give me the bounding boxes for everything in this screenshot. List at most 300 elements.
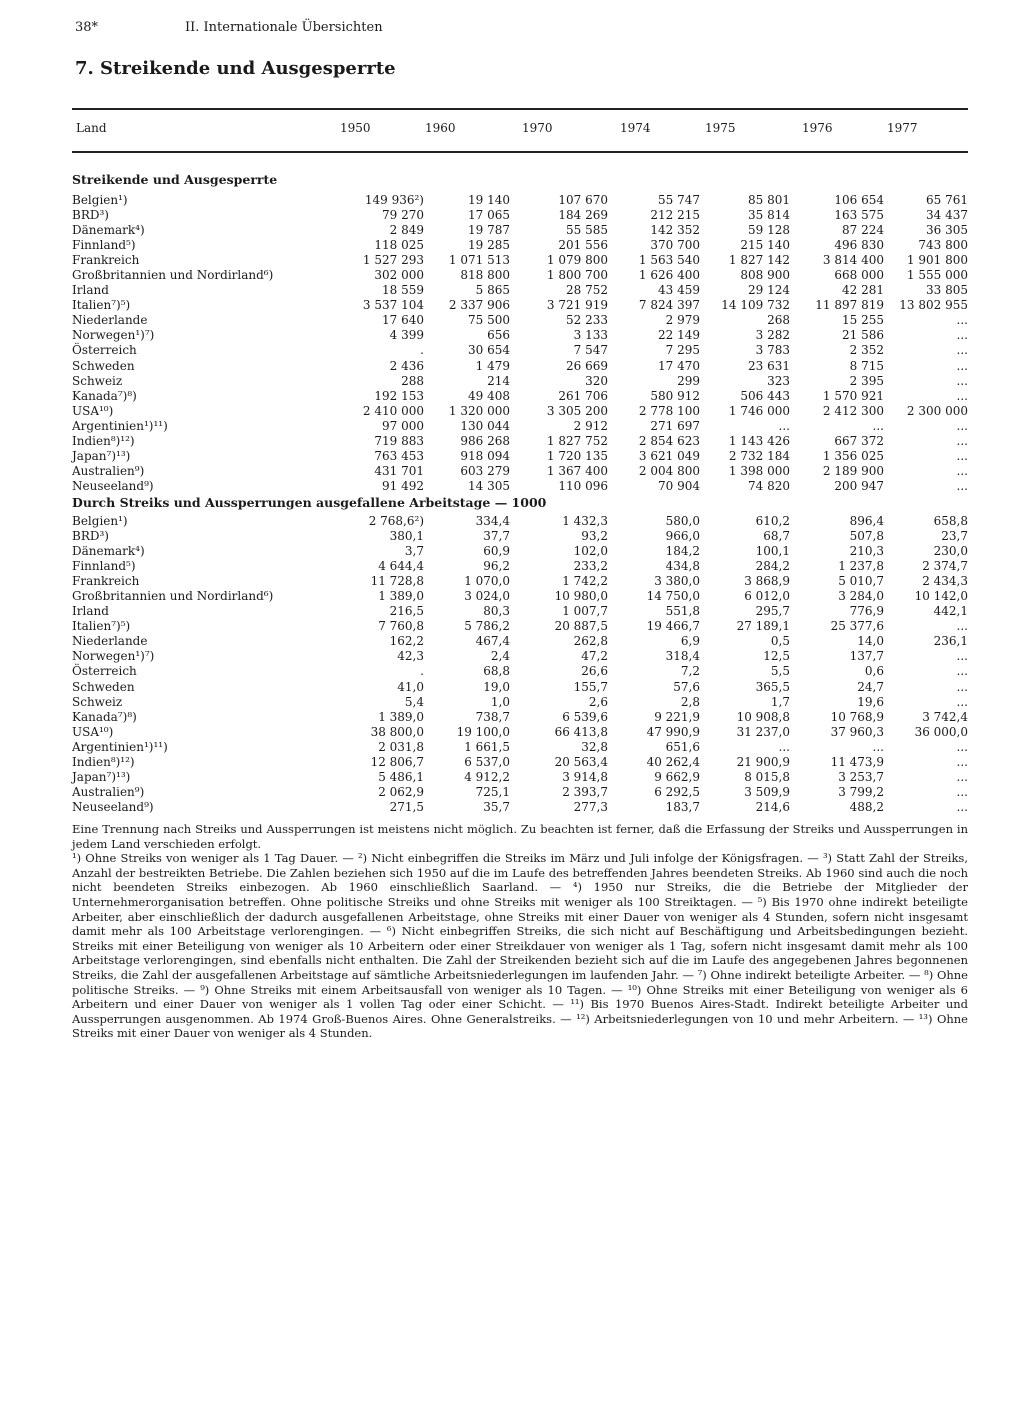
value-cell-1977: 10 142,0 xyxy=(914,589,968,604)
country-cell: Neuseeland⁹) xyxy=(72,799,154,814)
value-cell-1974: 966,0 xyxy=(665,529,700,544)
table-row xyxy=(72,800,968,815)
value-cell-1974: 2 004 800 xyxy=(638,463,700,478)
value-cell-1974: 19 466,7 xyxy=(646,619,700,634)
value-cell-1977: ... xyxy=(956,373,968,388)
value-cell-1977: 34 437 xyxy=(926,208,968,223)
value-cell-1975: 85 801 xyxy=(748,193,790,208)
value-cell-1976: 2 189 900 xyxy=(822,463,884,478)
value-cell-1977: ... xyxy=(956,754,968,769)
country-cell: Frankreich xyxy=(72,574,140,589)
country-cell: Finnland⁵) xyxy=(72,559,136,574)
value-cell-1970: 6 539,6 xyxy=(562,709,608,724)
value-cell-1960: 918 094 xyxy=(460,448,510,463)
notes-footnotes: ¹) Ohne Streiks von weniger als 1 Tag Dauer. — ²) Nicht einbegriffen die Streiks im März und Juli infolge der Königsfragen. — ³) Statt Zahl der Streiks, Anzahl der bestreikten Betriebe. Die Zahlen beziehen sich 1950 auf die im Laufe des betreffenden Jahres beendeten Streiks. Ab 1960 sind auch die noch nicht beendeten Streiks einbezogen. Ab 1960 einschließlich Saarland. — ⁴) 1950 nur Streiks, die die Betriebe der Mitglieder der Unternehmerorganisation betreffen. Ohne politische Streiks und ohne Streiks mit weniger als 100 Streiktagen. — ⁵) Bis 1970 ohne indirekt beteiligte Arbeiter, aber einschließlich der dadurch ausgefallenen Arbeitstage, ohne Streiks mit einer Dauer von weniger als 4 Stunden, sofern nicht insgesamt damit mehr als 100 Arbeitstage verlorengingen. — ⁶) Nicht einbegriffen Streiks, die sich nicht auf Beschäftigung und Arbeitsbedingungen bezieht. Streiks mit einer Beteiligung von weniger als 10 Arbeitern oder einer Streikdauer von weniger als 1 Tag, sofern nicht insgesamt damit mehr als 100 Arbeitstage verlorengingen, sind ebenfalls nicht enthalten. Die Zahl der Streikenden bezieht sich auf die im Laufe des angegebenen Jahres begonnenen Streiks, die Zahl der ausgefallenen Arbeitstage auf sämtliche Arbeitsniederlegungen im laufenden Jahr. — ⁷) Ohne indirekt beteiligte Arbeiter. — ⁸) Ohne politische Streiks. — ⁹) Ohne Streiks mit einem Arbeitsausfall von weniger als 10 Tagen. — ¹⁰) Ohne Streiks mit einer Beteiligung von weniger als 6 Arbeitern und einer Dauer von weniger als 1 vollen Tag oder einer Schicht. — ¹¹) Bis 1970 Buenos Aires-Stadt. Indirekt beteiligte Arbeiter und Aussperrungen ausgenommen. Ab 1974 Groß-Buenos Aires. Ohne Generalstreiks. — ¹²) Arbeitsniederlegungen von 10 und mehr Arbeitern. — ¹³) Ohne Streiks mit einer Dauer von weniger als 4 Stunden. xyxy=(72,851,968,1041)
value-cell-1977: 236,1 xyxy=(933,634,968,649)
value-cell-1976: 2 412 300 xyxy=(822,403,884,418)
table-row xyxy=(72,374,968,389)
value-cell-1970: 2,6 xyxy=(588,694,608,709)
value-cell-1977: ... xyxy=(956,358,968,373)
value-cell-1976: 25 377,6 xyxy=(830,619,884,634)
country-cell: Belgien¹) xyxy=(72,193,128,208)
value-cell-1974: 9 221,9 xyxy=(654,709,700,724)
value-cell-1950: 216,5 xyxy=(389,604,424,619)
table-title: 7. Streikende und Ausgesperrte xyxy=(75,58,396,79)
value-cell-1950: 18 559 xyxy=(382,283,424,298)
value-cell-1975: 365,5 xyxy=(755,679,790,694)
value-cell-1960: 334,4 xyxy=(475,514,510,529)
value-cell-1975: ... xyxy=(778,418,790,433)
table-row xyxy=(72,634,968,649)
value-cell-1974: 580,0 xyxy=(665,514,700,529)
value-cell-1974: 580 912 xyxy=(650,388,700,403)
value-cell-1960: 17 065 xyxy=(468,208,510,223)
value-cell-1974: 47 990,9 xyxy=(646,724,700,739)
table-row xyxy=(72,619,968,634)
value-cell-1950: 3 537 104 xyxy=(362,298,424,313)
value-cell-1975: ... xyxy=(778,739,790,754)
value-cell-1960: 19 140 xyxy=(468,193,510,208)
country-cell: Japan⁷)¹³) xyxy=(72,769,131,784)
country-cell: Österreich xyxy=(72,664,137,679)
table-row xyxy=(72,404,968,419)
table-row xyxy=(72,419,968,434)
value-cell-1975: 284,2 xyxy=(755,559,790,574)
table-row xyxy=(72,253,968,268)
value-cell-1960: 725,1 xyxy=(475,784,510,799)
value-cell-1974: 22 149 xyxy=(658,328,700,343)
value-cell-1960: 1 070,0 xyxy=(464,574,510,589)
value-cell-1950: 149 936²) xyxy=(364,193,424,208)
value-cell-1977: 1 555 000 xyxy=(906,268,968,283)
value-cell-1970: 277,3 xyxy=(573,799,608,814)
value-cell-1974: 70 904 xyxy=(658,478,700,493)
section-title-streikende: Streikende und Ausgesperrte xyxy=(72,172,278,187)
value-cell-1975: 12,5 xyxy=(763,649,790,664)
value-cell-1974: 1 563 540 xyxy=(638,253,700,268)
table-row xyxy=(72,710,968,725)
value-cell-1970: 102,0 xyxy=(573,544,608,559)
value-cell-1960: 6 537,0 xyxy=(464,754,510,769)
value-cell-1977: 2 300 000 xyxy=(906,403,968,418)
table-row xyxy=(72,389,968,404)
value-cell-1970: 1 720 135 xyxy=(546,448,608,463)
value-cell-1950: 42,3 xyxy=(397,649,424,664)
table-row xyxy=(72,649,968,664)
value-cell-1960: 1 479 xyxy=(475,358,510,373)
value-cell-1975: 74 820 xyxy=(748,478,790,493)
value-cell-1975: 268 xyxy=(767,313,790,328)
value-cell-1974: 3 380,0 xyxy=(654,574,700,589)
value-cell-1960: 19 787 xyxy=(468,223,510,238)
value-cell-1975: 100,1 xyxy=(755,544,790,559)
table-row xyxy=(72,193,968,208)
value-cell-1970: 1 742,2 xyxy=(562,574,608,589)
country-cell: Dänemark⁴) xyxy=(72,544,145,559)
value-cell-1974: 183,7 xyxy=(665,799,700,814)
value-cell-1977: ... xyxy=(956,664,968,679)
value-cell-1960: 1 071 513 xyxy=(448,253,510,268)
value-cell-1950: 4 644,4 xyxy=(378,559,424,574)
country-cell: Großbritannien und Nordirland⁶) xyxy=(72,589,274,604)
country-cell: Großbritannien und Nordirland⁶) xyxy=(72,268,274,283)
header-rule xyxy=(72,151,968,153)
value-cell-1975: 215 140 xyxy=(740,238,790,253)
value-cell-1975: 6 012,0 xyxy=(744,589,790,604)
value-cell-1975: 1 827 142 xyxy=(728,253,790,268)
value-cell-1974: 2 778 100 xyxy=(638,403,700,418)
value-cell-1976: 2 395 xyxy=(849,373,884,388)
value-cell-1960: 738,7 xyxy=(475,709,510,724)
footnotes-block xyxy=(72,822,968,1041)
value-cell-1976: 3 253,7 xyxy=(838,769,884,784)
value-cell-1976: 106 654 xyxy=(834,193,884,208)
table-row xyxy=(72,664,968,679)
value-cell-1975: 506 443 xyxy=(740,388,790,403)
value-cell-1976: 1 570 921 xyxy=(822,388,884,403)
column-header-row xyxy=(72,121,968,139)
table-row xyxy=(72,785,968,800)
value-cell-1977: ... xyxy=(956,694,968,709)
table-row xyxy=(72,529,968,544)
value-cell-1976: 21 586 xyxy=(842,328,884,343)
value-cell-1950: 2 031,8 xyxy=(378,739,424,754)
value-cell-1950: 2 436 xyxy=(389,358,424,373)
value-cell-1975: 3 509,9 xyxy=(744,784,790,799)
value-cell-1974: 14 750,0 xyxy=(646,589,700,604)
value-cell-1975: 610,2 xyxy=(755,514,790,529)
value-cell-1970: 3 914,8 xyxy=(562,769,608,784)
country-cell: Norwegen¹)⁷) xyxy=(72,649,155,664)
column-header-1975: 1975 xyxy=(705,121,736,135)
table-row xyxy=(72,434,968,449)
value-cell-1950: 288 xyxy=(401,373,424,388)
table-row xyxy=(72,695,968,710)
country-cell: BRD³) xyxy=(72,529,109,544)
value-cell-1975: 1 746 000 xyxy=(728,403,790,418)
value-cell-1950: 162,2 xyxy=(389,634,424,649)
country-cell: Niederlande xyxy=(72,313,148,328)
value-cell-1970: 7 547 xyxy=(573,343,608,358)
column-header-1976: 1976 xyxy=(802,121,833,135)
country-cell: Kanada⁷)⁸) xyxy=(72,709,137,724)
country-cell: Irland xyxy=(72,283,109,298)
value-cell-1975: 68,7 xyxy=(763,529,790,544)
value-cell-1976: 137,7 xyxy=(849,649,884,664)
value-cell-1960: 986 268 xyxy=(460,433,510,448)
value-cell-1960: 49 408 xyxy=(468,388,510,403)
value-cell-1960: 30 654 xyxy=(468,343,510,358)
value-cell-1976: 0,6 xyxy=(864,664,884,679)
value-cell-1970: 52 233 xyxy=(566,313,608,328)
value-cell-1950: 2 410 000 xyxy=(362,403,424,418)
value-cell-1950: 1 389,0 xyxy=(378,709,424,724)
value-cell-1975: 14 109 732 xyxy=(721,298,790,313)
value-cell-1970: 2 912 xyxy=(573,418,608,433)
value-cell-1974: 212 215 xyxy=(650,208,700,223)
value-cell-1977: ... xyxy=(956,619,968,634)
country-cell: Italien⁷)⁵) xyxy=(72,298,131,313)
column-header-land: Land xyxy=(76,121,107,135)
value-cell-1960: 130 044 xyxy=(460,418,510,433)
table-row xyxy=(72,604,968,619)
value-cell-1977: ... xyxy=(956,433,968,448)
value-cell-1970: 47,2 xyxy=(581,649,608,664)
value-cell-1960: 4 912,2 xyxy=(464,769,510,784)
value-cell-1960: 75 500 xyxy=(468,313,510,328)
value-cell-1960: 1,0 xyxy=(490,694,510,709)
value-cell-1974: 551,8 xyxy=(665,604,700,619)
value-cell-1977: 33 805 xyxy=(926,283,968,298)
value-cell-1977: 36 000,0 xyxy=(914,724,968,739)
value-cell-1960: 1 661,5 xyxy=(464,739,510,754)
value-cell-1950: 431 701 xyxy=(374,463,424,478)
value-cell-1970: 320 xyxy=(585,373,608,388)
column-header-1977: 1977 xyxy=(887,121,918,135)
value-cell-1970: 3 721 919 xyxy=(546,298,608,313)
country-cell: Dänemark⁴) xyxy=(72,223,145,238)
value-cell-1970: 55 585 xyxy=(566,223,608,238)
value-cell-1950: 719 883 xyxy=(374,433,424,448)
value-cell-1970: 20 887,5 xyxy=(554,619,608,634)
value-cell-1977: 658,8 xyxy=(933,514,968,529)
country-cell: Neuseeland⁹) xyxy=(72,478,154,493)
value-cell-1976: 3 814 400 xyxy=(822,253,884,268)
country-cell: Indien⁸)¹²) xyxy=(72,754,135,769)
value-cell-1974: 43 459 xyxy=(658,283,700,298)
value-cell-1976: 200 947 xyxy=(834,478,884,493)
value-cell-1977: ... xyxy=(956,739,968,754)
value-cell-1975: 808 900 xyxy=(740,268,790,283)
value-cell-1977: 743 800 xyxy=(918,238,968,253)
value-cell-1977: 230,0 xyxy=(933,544,968,559)
value-cell-1950: 1 389,0 xyxy=(378,589,424,604)
table-row xyxy=(72,343,968,358)
value-cell-1960: 19 285 xyxy=(468,238,510,253)
value-cell-1970: 93,2 xyxy=(581,529,608,544)
value-cell-1977: 13 802 955 xyxy=(899,298,968,313)
value-cell-1960: 96,2 xyxy=(483,559,510,574)
table-row xyxy=(72,328,968,343)
value-cell-1960: 37,7 xyxy=(483,529,510,544)
country-cell: Kanada⁷)⁸) xyxy=(72,388,137,403)
value-cell-1976: 776,9 xyxy=(849,604,884,619)
value-cell-1960: 214 xyxy=(487,373,510,388)
value-cell-1950: 2 849 xyxy=(389,223,424,238)
value-cell-1960: 19,0 xyxy=(483,679,510,694)
value-cell-1977: ... xyxy=(956,388,968,403)
value-cell-1975: 323 xyxy=(767,373,790,388)
value-cell-1977: 65 761 xyxy=(926,193,968,208)
value-cell-1950: 17 640 xyxy=(382,313,424,328)
table-row xyxy=(72,313,968,328)
value-cell-1970: 3 133 xyxy=(573,328,608,343)
country-cell: USA¹⁰) xyxy=(72,403,114,418)
value-cell-1974: 434,8 xyxy=(665,559,700,574)
value-cell-1970: 1 367 400 xyxy=(546,463,608,478)
value-cell-1970: 261 706 xyxy=(558,388,608,403)
value-cell-1960: 5 786,2 xyxy=(464,619,510,634)
value-cell-1950: 5 486,1 xyxy=(378,769,424,784)
value-cell-1974: 318,4 xyxy=(665,649,700,664)
value-cell-1974: 2 854 623 xyxy=(638,433,700,448)
value-cell-1977: 2 374,7 xyxy=(922,559,968,574)
country-cell: Frankreich xyxy=(72,253,140,268)
table-arbeitstage xyxy=(72,514,968,815)
value-cell-1974: 651,6 xyxy=(665,739,700,754)
value-cell-1976: 668 000 xyxy=(834,268,884,283)
value-cell-1977: ... xyxy=(956,463,968,478)
value-cell-1975: 214,6 xyxy=(755,799,790,814)
value-cell-1960: 14 305 xyxy=(468,478,510,493)
value-cell-1974: 370 700 xyxy=(650,238,700,253)
value-cell-1950: . xyxy=(420,664,424,679)
value-cell-1950: 271,5 xyxy=(389,799,424,814)
value-cell-1974: 55 747 xyxy=(658,193,700,208)
value-cell-1970: 1 079 800 xyxy=(546,253,608,268)
value-cell-1960: 656 xyxy=(487,328,510,343)
value-cell-1970: 26,6 xyxy=(581,664,608,679)
value-cell-1976: 11 897 819 xyxy=(815,298,884,313)
value-cell-1950: 41,0 xyxy=(397,679,424,694)
value-cell-1977: ... xyxy=(956,313,968,328)
value-cell-1976: 37 960,3 xyxy=(830,724,884,739)
value-cell-1950: 4 399 xyxy=(389,328,424,343)
country-cell: Finnland⁵) xyxy=(72,238,136,253)
value-cell-1970: 66 413,8 xyxy=(554,724,608,739)
value-cell-1977: ... xyxy=(956,649,968,664)
value-cell-1976: 8 715 xyxy=(849,358,884,373)
value-cell-1960: 2,4 xyxy=(490,649,510,664)
notes-intro: Eine Trennung nach Streiks und Aussperrungen ist meistens nicht möglich. Zu beachten ist ferner, daß die Erfassung der Streiks und Aussperrungen in jedem Land verschieden erfolgt. xyxy=(72,822,968,851)
value-cell-1950: 302 000 xyxy=(374,268,424,283)
country-cell: Österreich xyxy=(72,343,137,358)
value-cell-1974: 40 262,4 xyxy=(646,754,700,769)
value-cell-1960: 603 279 xyxy=(460,463,510,478)
value-cell-1970: 28 752 xyxy=(566,283,608,298)
value-cell-1977: ... xyxy=(956,799,968,814)
page-header xyxy=(75,20,383,35)
table-row xyxy=(72,479,968,494)
value-cell-1975: 3 868,9 xyxy=(744,574,790,589)
value-cell-1974: 7 295 xyxy=(665,343,700,358)
value-cell-1975: 23 631 xyxy=(748,358,790,373)
country-cell: BRD³) xyxy=(72,208,109,223)
value-cell-1974: 57,6 xyxy=(673,679,700,694)
value-cell-1960: 467,4 xyxy=(475,634,510,649)
value-cell-1976: 10 768,9 xyxy=(830,709,884,724)
value-cell-1970: 2 393,7 xyxy=(562,784,608,799)
table-row xyxy=(72,449,968,464)
value-cell-1950: 380,1 xyxy=(389,529,424,544)
value-cell-1975: 5,5 xyxy=(770,664,790,679)
column-header-1960: 1960 xyxy=(425,121,456,135)
country-cell: Indien⁸)¹²) xyxy=(72,433,135,448)
table-row xyxy=(72,740,968,755)
value-cell-1975: 21 900,9 xyxy=(736,754,790,769)
value-cell-1950: 12 806,7 xyxy=(370,754,424,769)
value-cell-1960: 3 024,0 xyxy=(464,589,510,604)
value-cell-1960: 5 865 xyxy=(475,283,510,298)
table-row xyxy=(72,544,968,559)
value-cell-1974: 6 292,5 xyxy=(654,784,700,799)
value-cell-1977: ... xyxy=(956,328,968,343)
table-streikende xyxy=(72,193,968,494)
country-cell: Norwegen¹)⁷) xyxy=(72,328,155,343)
section-title-arbeitstage: Durch Streiks und Aussperrungen ausgefallene Arbeitstage — 1000 xyxy=(72,495,547,510)
value-cell-1976: 488,2 xyxy=(849,799,884,814)
value-cell-1976: 3 799,2 xyxy=(838,784,884,799)
value-cell-1975: 27 189,1 xyxy=(736,619,790,634)
country-cell: Australien⁹) xyxy=(72,784,145,799)
value-cell-1950: 91 492 xyxy=(382,478,424,493)
value-cell-1974: 7,2 xyxy=(680,664,700,679)
value-cell-1970: 32,8 xyxy=(581,739,608,754)
table-row xyxy=(72,725,968,740)
value-cell-1974: 184,2 xyxy=(665,544,700,559)
value-cell-1977: 36 305 xyxy=(926,223,968,238)
value-cell-1976: 667 372 xyxy=(834,433,884,448)
table-row xyxy=(72,223,968,238)
value-cell-1960: 68,8 xyxy=(483,664,510,679)
table-row xyxy=(72,238,968,253)
value-cell-1976: 1 237,8 xyxy=(838,559,884,574)
value-cell-1976: 15 255 xyxy=(842,313,884,328)
value-cell-1976: 19,6 xyxy=(857,694,884,709)
country-cell: Schweiz xyxy=(72,373,123,388)
value-cell-1977: ... xyxy=(956,769,968,784)
value-cell-1975: 2 732 184 xyxy=(728,448,790,463)
value-cell-1976: 1 356 025 xyxy=(822,448,884,463)
value-cell-1950: 97 000 xyxy=(382,418,424,433)
section-heading: II. Internationale Übersichten xyxy=(185,20,383,35)
value-cell-1950: 1 527 293 xyxy=(362,253,424,268)
value-cell-1970: 26 669 xyxy=(566,358,608,373)
value-cell-1960: 80,3 xyxy=(483,604,510,619)
value-cell-1975: 35 814 xyxy=(748,208,790,223)
value-cell-1970: 20 563,4 xyxy=(554,754,608,769)
value-cell-1974: 9 662,9 xyxy=(654,769,700,784)
value-cell-1976: 24,7 xyxy=(857,679,884,694)
value-cell-1976: 87 224 xyxy=(842,223,884,238)
value-cell-1950: 5,4 xyxy=(404,694,424,709)
value-cell-1975: 295,7 xyxy=(755,604,790,619)
value-cell-1976: 896,4 xyxy=(849,514,884,529)
table-row xyxy=(72,680,968,695)
value-cell-1950: 3,7 xyxy=(404,544,424,559)
value-cell-1970: 1 800 700 xyxy=(546,268,608,283)
value-cell-1974: 2,8 xyxy=(680,694,700,709)
value-cell-1975: 3 783 xyxy=(755,343,790,358)
table-row xyxy=(72,755,968,770)
table-row xyxy=(72,283,968,298)
value-cell-1970: 1 432,3 xyxy=(562,514,608,529)
table-row xyxy=(72,770,968,785)
value-cell-1970: 155,7 xyxy=(573,679,608,694)
value-cell-1950: 38 800,0 xyxy=(370,724,424,739)
value-cell-1975: 3 282 xyxy=(755,328,790,343)
value-cell-1976: 11 473,9 xyxy=(830,754,884,769)
value-cell-1975: 29 124 xyxy=(748,283,790,298)
value-cell-1975: 8 015,8 xyxy=(744,769,790,784)
value-cell-1977: ... xyxy=(956,418,968,433)
value-cell-1976: ... xyxy=(872,739,884,754)
table-row xyxy=(72,298,968,313)
table-row xyxy=(72,559,968,574)
value-cell-1977: ... xyxy=(956,448,968,463)
value-cell-1960: 35,7 xyxy=(483,799,510,814)
value-cell-1950: 7 760,8 xyxy=(378,619,424,634)
